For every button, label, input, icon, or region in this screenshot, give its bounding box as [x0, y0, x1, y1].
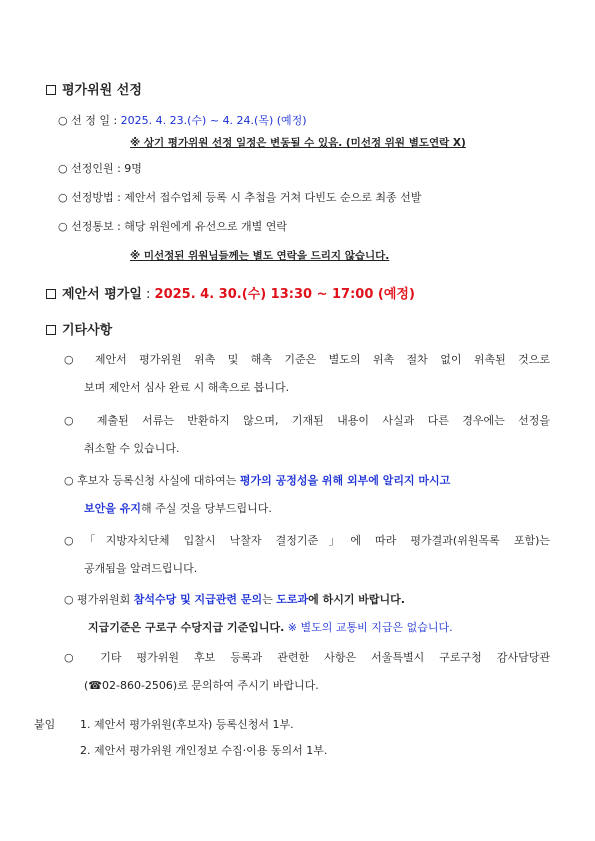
- section-heading-etc: 기타사항: [46, 319, 112, 338]
- etc-item-5-line-2: 지급기준은 구로구 수당지급 기준입니다. ※ 별도의 교통비 지급은 없습니다.: [88, 621, 453, 634]
- attachment-label: 붙임: [34, 718, 56, 731]
- etc-item-4-line-1: ○「지방자치단체 입찰시 낙찰자 결정기준」에 따라 평가결과(위원목록 포함)는: [64, 534, 550, 547]
- etc-item-3-line-1: ○ 후보자 등록신청 사실에 대하여는 평가의 공정성을 위해 외부에 알리지 마시고: [64, 474, 451, 487]
- etc-item-2-line-2: 취소할 수 있습니다.: [84, 442, 180, 455]
- etc-item-5-line-1: ○ 평가위원회 참석수당 및 지급관련 문의는 도로과에 하시기 바랍니다.: [64, 593, 405, 606]
- checkbox-square-icon: [46, 289, 56, 299]
- attachment-item-1: 1. 제안서 평가위원(후보자) 등록신청서 1부.: [80, 718, 294, 731]
- checkbox-square-icon: [46, 85, 56, 95]
- etc-item-6-line-2: (☎02-860-2506)로 문의하여 주시기 바랍니다.: [84, 679, 319, 692]
- etc-item-3-line-2: 보안을 유지해 주실 것을 당부드립니다.: [84, 502, 272, 515]
- checkbox-square-icon: [46, 325, 56, 335]
- selection-change-note: ※ 상기 평가위원 선정 일정은 변동될 수 있음. (미선정 위원 별도연락 X): [130, 137, 466, 149]
- etc-item-4-line-2: 공개됨을 알려드립니다.: [84, 562, 198, 575]
- etc-item-2-line-1: ○ 제출된 서류는 반환하지 않으며, 기재된 내용이 사실과 다른 경우에는 선정을: [64, 414, 550, 427]
- selection-notice: ○ 선정통보 : 해당 위원에게 유선으로 개별 연락: [58, 220, 288, 233]
- attachment-item-2: 2. 제안서 평가위원 개인정보 수집·이용 동의서 1부.: [80, 744, 328, 757]
- section-heading-selection: 평가위원 선정: [46, 79, 142, 98]
- etc-item-1-line-2: 보며 제안서 심사 완료 시 해촉으로 봅니다.: [84, 381, 290, 394]
- unselected-note: ※ 미선정된 위원님들께는 별도 연락을 드리지 않습니다.: [130, 250, 390, 262]
- selection-date: ○ 선 정 일 : 2025. 4. 23.(수) ~ 4. 24.(목) (예정): [58, 114, 307, 127]
- selection-count: ○ 선정인원 : 9명: [58, 162, 142, 175]
- etc-item-6-line-1: ○ 기타 평가위원 후보 등록과 관련한 사항은 서울특별시 구로구청 감사담당관: [64, 651, 550, 664]
- section-heading-eval-date: 제안서 평가일 : 2025. 4. 30.(수) 13:30 ~ 17:00 (예정): [46, 283, 415, 302]
- etc-item-1-line-1: ○ 제안서 평가위원 위촉 및 해촉 기준은 별도의 위촉 절차 없이 위촉된 것으로: [64, 353, 550, 366]
- selection-method: ○ 선정방법 : 제안서 접수업체 등록 시 추첨을 거쳐 다빈도 순으로 최종 선발: [58, 191, 422, 204]
